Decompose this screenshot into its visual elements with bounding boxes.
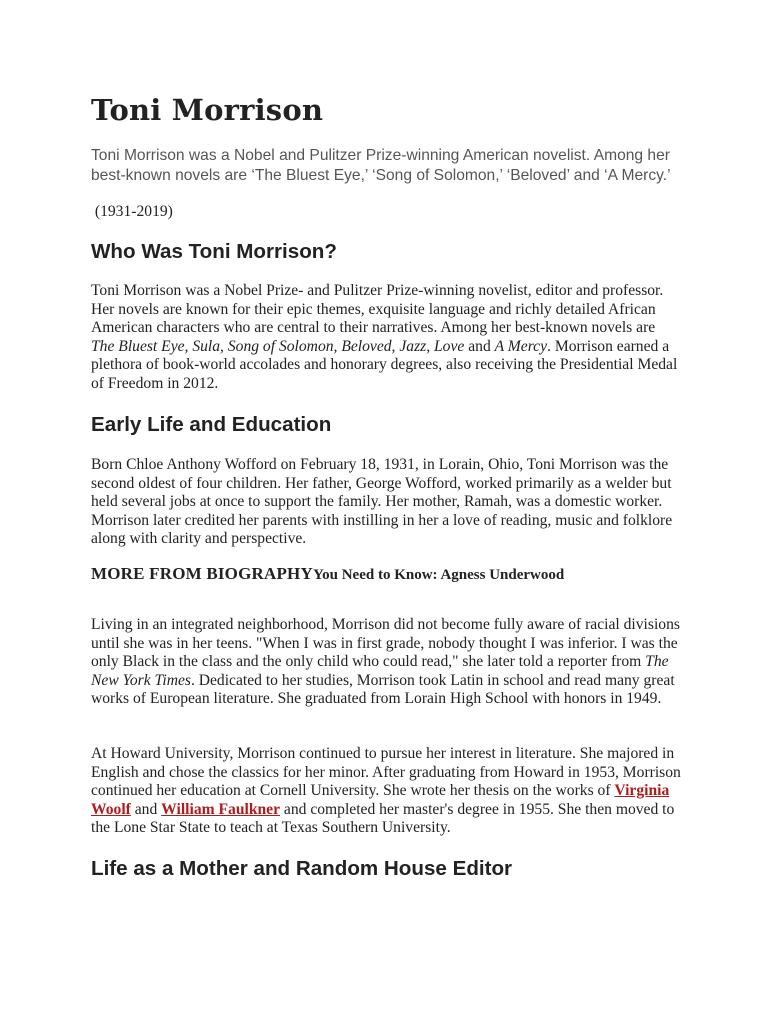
more-link[interactable]: You Need to Know: Agness Underwood [312, 567, 565, 583]
life-dates: (1931-2019) [91, 203, 173, 220]
who-text-outro: . Morrison earned a plethora of book-world accolades and honorary degrees, also receiving the Presidential Medal of Freedom in 2012. [91, 337, 678, 392]
who-novel-titles: The Bluest Eye, Sula, Song of Solomon, Beloved, Jazz, Love [91, 337, 465, 355]
who-paragraph [91, 282, 681, 394]
section-heading-who: Who Was Toni Morrison? [91, 240, 337, 263]
more-label: MORE FROM BIOGRAPHY [91, 564, 313, 583]
early-paragraph-1: Born Chloe Anthony Wofford on February 18, 1931, in Lorain, Ohio, Toni Morrison was the second oldest of four children. Her father, George Wofford, worked primarily as a welder but held several jobs at once to support the family. Her mother, Ramah, was a domestic worker. Morrison later credited her parents with instilling in her a love of reading, music and folklore along with clarity and perspective. [91, 456, 673, 548]
early-p3-text-and: and [130, 800, 162, 818]
article-dek: Toni Morrison was a Nobel and Pulitzer Prize-winning American novelist. Among her best-known novels are ‘The Bluest Eye,’ ‘Song of Solomon,’ ‘Beloved’ and ‘A Mercy.’ [91, 147, 671, 184]
more-from-biography [91, 564, 564, 584]
early-p2-text-intro: Living in an integrated neighborhood, Morrison did not become fully aware of racial divisions until she was in her teens. "When I was in first grade, nobody thought I was inferior. I was the only Black in the class and the only child who could read," she later told a reporter from [91, 616, 680, 671]
who-text-intro: Toni Morrison was a Nobel Prize- and Pulitzer Prize-winning novelist, editor and professor. Her novels are known for their epic themes, exquisite language and richly detailed African American characters who are central to their narratives. Among her best-known novels are [91, 282, 664, 337]
early-p3-text-outro: and completed her master's degree in 1955. She then moved to the Lone Star State to teach at Texas Southern University. [91, 800, 675, 837]
link-william-faulkner[interactable]: William Faulkner [161, 800, 281, 818]
section-heading-mother: Life as a Mother and Random House Editor [91, 857, 513, 880]
who-text-and: and [464, 337, 495, 355]
early-p3-text-intro: At Howard University, Morrison continued to pursue her interest in literature. She majored in English and chose the classics for her minor. After graduating from Howard in 1953, Morrison continued her education at Cornell University. She wrote her thesis on the works of [91, 745, 681, 800]
early-paragraph-3 [91, 745, 681, 838]
link-virginia-woolf[interactable]: Virginia Woolf [91, 782, 670, 818]
publication-name: The New York Times [91, 653, 669, 689]
early-p2-text-outro: . Dedicated to her studies, Morrison took Latin in school and read many great works of European literature. She graduated from Lorain High School with honors in 1949. [91, 671, 675, 708]
early-paragraph-2 [91, 616, 681, 709]
page-title: Toni Morrison [91, 93, 324, 127]
section-heading-early: Early Life and Education [91, 413, 332, 436]
who-novel-last: A Mercy [494, 337, 548, 355]
